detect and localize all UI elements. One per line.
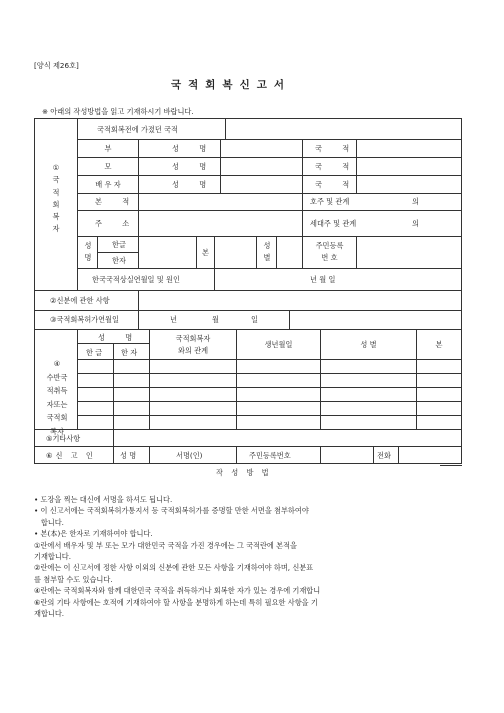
s4-relation-header: 국적회복자 와의 관계 bbox=[175, 334, 211, 355]
s4-bon-header: 본 bbox=[435, 340, 443, 349]
s6-resident-no-label: 주민등록번호 bbox=[249, 451, 291, 460]
notes bbox=[34, 494, 320, 619]
instruction-text: ※ 아래의 작성방법을 읽고 기재하시기 바랍니다. bbox=[42, 107, 194, 116]
note-line: ⑥란의 기타 사항에는 호적에 기재하여야 할 사항을 분명하게 하는데 특히 필요한 사항을 기 bbox=[34, 597, 318, 607]
name-vertical-label: 성 명 bbox=[84, 241, 92, 262]
note-line: 를 첨부할 수도 있습니다. bbox=[34, 574, 113, 584]
mother-name-label: 성 명 bbox=[172, 162, 216, 171]
note-line: 재합니다. bbox=[34, 609, 65, 619]
name-hangul-label: 한글 bbox=[112, 240, 126, 249]
section3-year: 년 bbox=[170, 315, 177, 324]
note-line: 합니다. bbox=[34, 517, 64, 527]
s6-sign-label: 서명(인) bbox=[176, 451, 203, 460]
s6-phone-label: 전화 bbox=[377, 451, 391, 460]
hoju-relation-label: 호주 및 관계 bbox=[310, 197, 350, 206]
note-line: • 이 신고서에는 국적회복허가통지서 등 국적회복허가를 증명할 만한 서면을 첨부하여야 bbox=[34, 506, 309, 516]
form-title: 국적회복신고서 bbox=[171, 79, 292, 91]
prev-nationality-label: 국적회복전에 가졌던 국적 bbox=[97, 125, 178, 134]
note-line: ④란에는 국적회복자와 함께 대한민국 국적을 취득하거나 회복한 자가 있는 경우에 기재합니 bbox=[34, 586, 321, 596]
father-nationality-label: 국 적 bbox=[315, 144, 359, 153]
section6-label: ⑥신 고 인 bbox=[46, 451, 96, 460]
s4-name-header: 성 명 bbox=[98, 333, 142, 342]
section1-label: ① 국 적 회 복 자 bbox=[52, 163, 60, 234]
nationality-lost-label: 한국국적상실연월일 및 원인 bbox=[92, 275, 180, 284]
father-name-label: 성 명 bbox=[172, 144, 216, 153]
spouse-nationality-label: 국 적 bbox=[315, 180, 359, 189]
resident-no-label: 주민등록 번 호 bbox=[315, 241, 344, 262]
address-label: 주 소 bbox=[95, 219, 139, 228]
note-line: • 도장을 찍는 대신에 서명을 하셔도 됩니다. bbox=[34, 495, 173, 504]
mother-nationality-label: 국 적 bbox=[315, 162, 359, 171]
spouse-name-label: 성 명 bbox=[172, 180, 216, 189]
method-title: 작 성 방 법 bbox=[216, 468, 272, 477]
section5-label: ⑤기타사항 bbox=[46, 434, 81, 443]
section3-month: 월 bbox=[212, 315, 219, 324]
s4-hanja-header: 한 자 bbox=[121, 348, 138, 357]
name-hanja-label: 한자 bbox=[112, 256, 126, 265]
note-line: 기재합니다. bbox=[34, 552, 72, 562]
s4-hangul-header: 한 글 bbox=[86, 348, 103, 357]
section3-label: ③국적회복허가연월일 bbox=[50, 315, 119, 324]
lost-date-ymd: 년 월 일 bbox=[310, 275, 336, 284]
section2-label: ②신분에 관한 사항 bbox=[50, 296, 110, 305]
father-label: 부 bbox=[104, 144, 112, 153]
bon-label: 본 bbox=[202, 248, 209, 257]
section3-day: 일 bbox=[251, 315, 258, 324]
s4-birth-header: 생년월일 bbox=[264, 340, 293, 349]
note-line: • 본(本)은 한자로 기재하여야 합니다. bbox=[34, 529, 153, 539]
s6-name-label: 성 명 bbox=[120, 451, 137, 460]
household-ui: 의 bbox=[412, 219, 419, 228]
section4-label: ④ 수반국 적취득 자또는 국적회 복자 bbox=[46, 359, 68, 436]
household-relation-label: 세대주 및 관계 bbox=[310, 219, 357, 228]
prev-nationality-field[interactable] bbox=[226, 119, 356, 139]
note-line: ②란에는 이 신고서에 정한 사항 이외의 신분에 관한 모든 사항을 기재하여야 하며, 신분표 bbox=[34, 563, 314, 573]
hoju-ui: 의 bbox=[412, 197, 419, 206]
mother-label: 모 bbox=[104, 162, 112, 171]
honjeok-label: 본 적 bbox=[95, 197, 139, 206]
gender-vertical-label: 성 별 bbox=[263, 241, 271, 262]
form-number: [양식 제26호] bbox=[34, 61, 79, 70]
spouse-label: 배 우 자 bbox=[95, 180, 121, 189]
note-line: ①란에서 배우자 및 부 또는 모가 대한민국 국적을 가진 경우에는 그 국적란에 본적을 bbox=[34, 540, 297, 550]
s4-gender-header: 성 별 bbox=[360, 340, 377, 349]
